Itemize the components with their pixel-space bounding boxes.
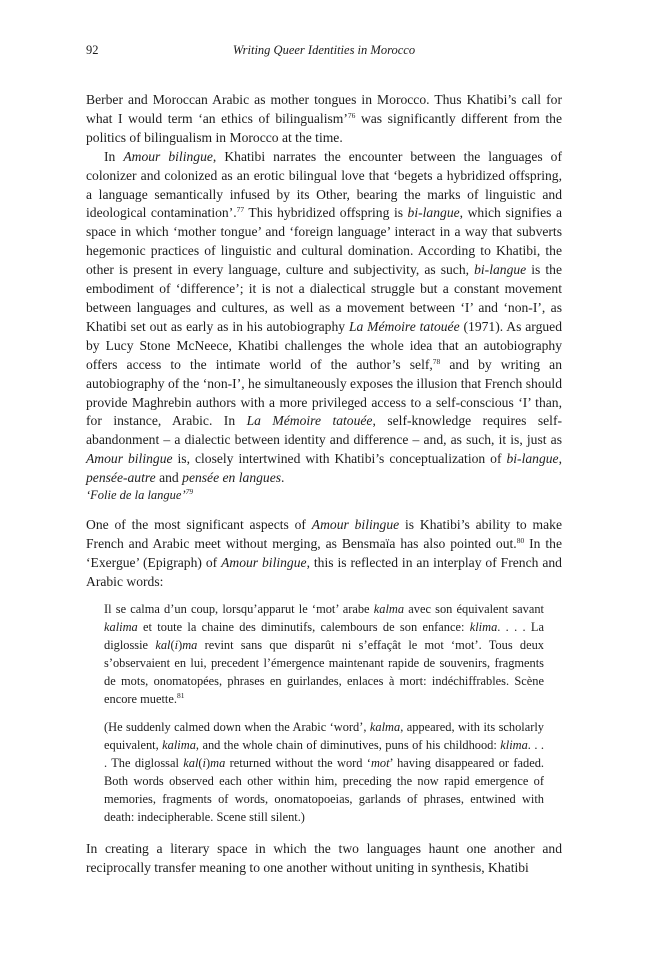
book-page — [86, 41, 563, 875]
footnote-ref[interactable]: 77 — [236, 205, 245, 215]
body-text-middle — [86, 516, 562, 592]
body-text-top — [86, 91, 562, 488]
paragraph-1: Berber and Moroccan Arabic as mother tongues in Morocco. Thus Khatibi’s call for what I would term ‘an ethics of bilingualism’$^{76}$ was significantly different from the politics of bilingualism in Morocco at the time. — [86, 92, 562, 145]
paragraph-2: In Amour bilingue, Khatibi narrates the encounter between the languages of colonizer and colonized as an erotic bilingual love that ‘begets a hybridized offspring, a language semantically infused by its Other, bearing the marks of linguistic and ideological contamination’.$^{77}$ This hybridized offspring is bi-langue, which signifies a space in which ‘mother tongue’ and ‘foreign language’ interact in a way that subverts hegemonic practices of linguistic and cultural domination. According to Khatibi, the other is present in every language, culture and subjectivity, as such, bi-langue is the embodiment of ‘difference’; it is not a dialectical struggle but a constant movement between languages and cultures, as well as a movement between ‘I’ and ‘non-I’, as Khatibi set out as early as in his autobiography La Mémoire tatouée (1971). As argued by Lucy Stone McNeece, Khatibi challenges the whole idea that an autobiography offers access to the intimate world of the author’s self,$^{78}$ and by writing an autobiography of the ‘non-I’, he simultaneously exposes the illusion that French should provide Maghrebin authors with a more privileged access to a self-conscious ‘I’ than, for instance, Arabic. In La Mémoire tatouée, self-knowledge requires self-abandonment – a dialectic between identity and difference – and, as such, it is, just as Amour bilingue is, closely intertwined with Khatibi’s conceptualization of bi-langue, pensée-autre and pensée en langues. — [86, 148, 563, 486]
quote-english: (He suddenly calmed down when the Arabic ‘word’, kalma, appeared, with its scholarly equivalent, kalima, and the whole chain of diminutives, puns of his childhood: klima. . . . The diglossal kal(i)ma returned without the word ‘mot’ having disappeared or faded. Both words observed each other within him, preceding the now rapid emergence of memories, fragments of words, onomatopoeias, garlands of phrases, entwined with death: indecipherable. Scene still silent.) — [104, 720, 544, 824]
footnote-ref[interactable]: 81 — [176, 690, 185, 700]
footnote-ref[interactable]: 80 — [516, 535, 525, 545]
footnote-ref[interactable]: 78 — [432, 356, 441, 366]
footnote-ref[interactable]: 76 — [347, 110, 356, 120]
block-quote-french — [104, 601, 544, 708]
quote-french: Il se calma d’un coup, lorsqu’apparut le ‘mot’ arabe kalma avec son équivalent savant kalima et toute la chaine des diminutifs, calembours de son enfance: klima. . . . La diglossie kal(i)ma revint sans que disparût ni s’effaçât le mot ‘mot’. Tous deux s’observaient en lui, precedent l’émergence maintenant rapide de souvenirs, fragments de mots, onomatopées, phrases en guirlandes, enlaces à mort: indéchiffrables. Scène encore muette.$^{81}$ — [104, 602, 544, 706]
running-header — [86, 41, 562, 59]
body-text-bottom — [86, 840, 562, 878]
running-title: Writing Queer Identities in Morocco — [232, 43, 416, 57]
page-number: 92 — [86, 43, 99, 57]
paragraph-3: One of the most significant aspects of Amour bilingue is Khatibi’s ability to make French and Arabic meet without merging, as Bensmaïa has also pointed out.$^{80}$ In the ‘Exergue’ (Epigraph) of Amour bilingue, this is reflected in an interplay of French and Arabic words: — [86, 517, 562, 589]
footnote-ref[interactable]: 79 — [185, 487, 194, 496]
block-quote-english — [104, 719, 544, 826]
section-heading: ‘Folie de la langue’$^{79}$ — [86, 487, 194, 502]
paragraph-4: In creating a literary space in which the two languages haunt one another and reciprocally transfer meaning to one another without uniting in synthesis, Khatibi — [86, 841, 562, 875]
